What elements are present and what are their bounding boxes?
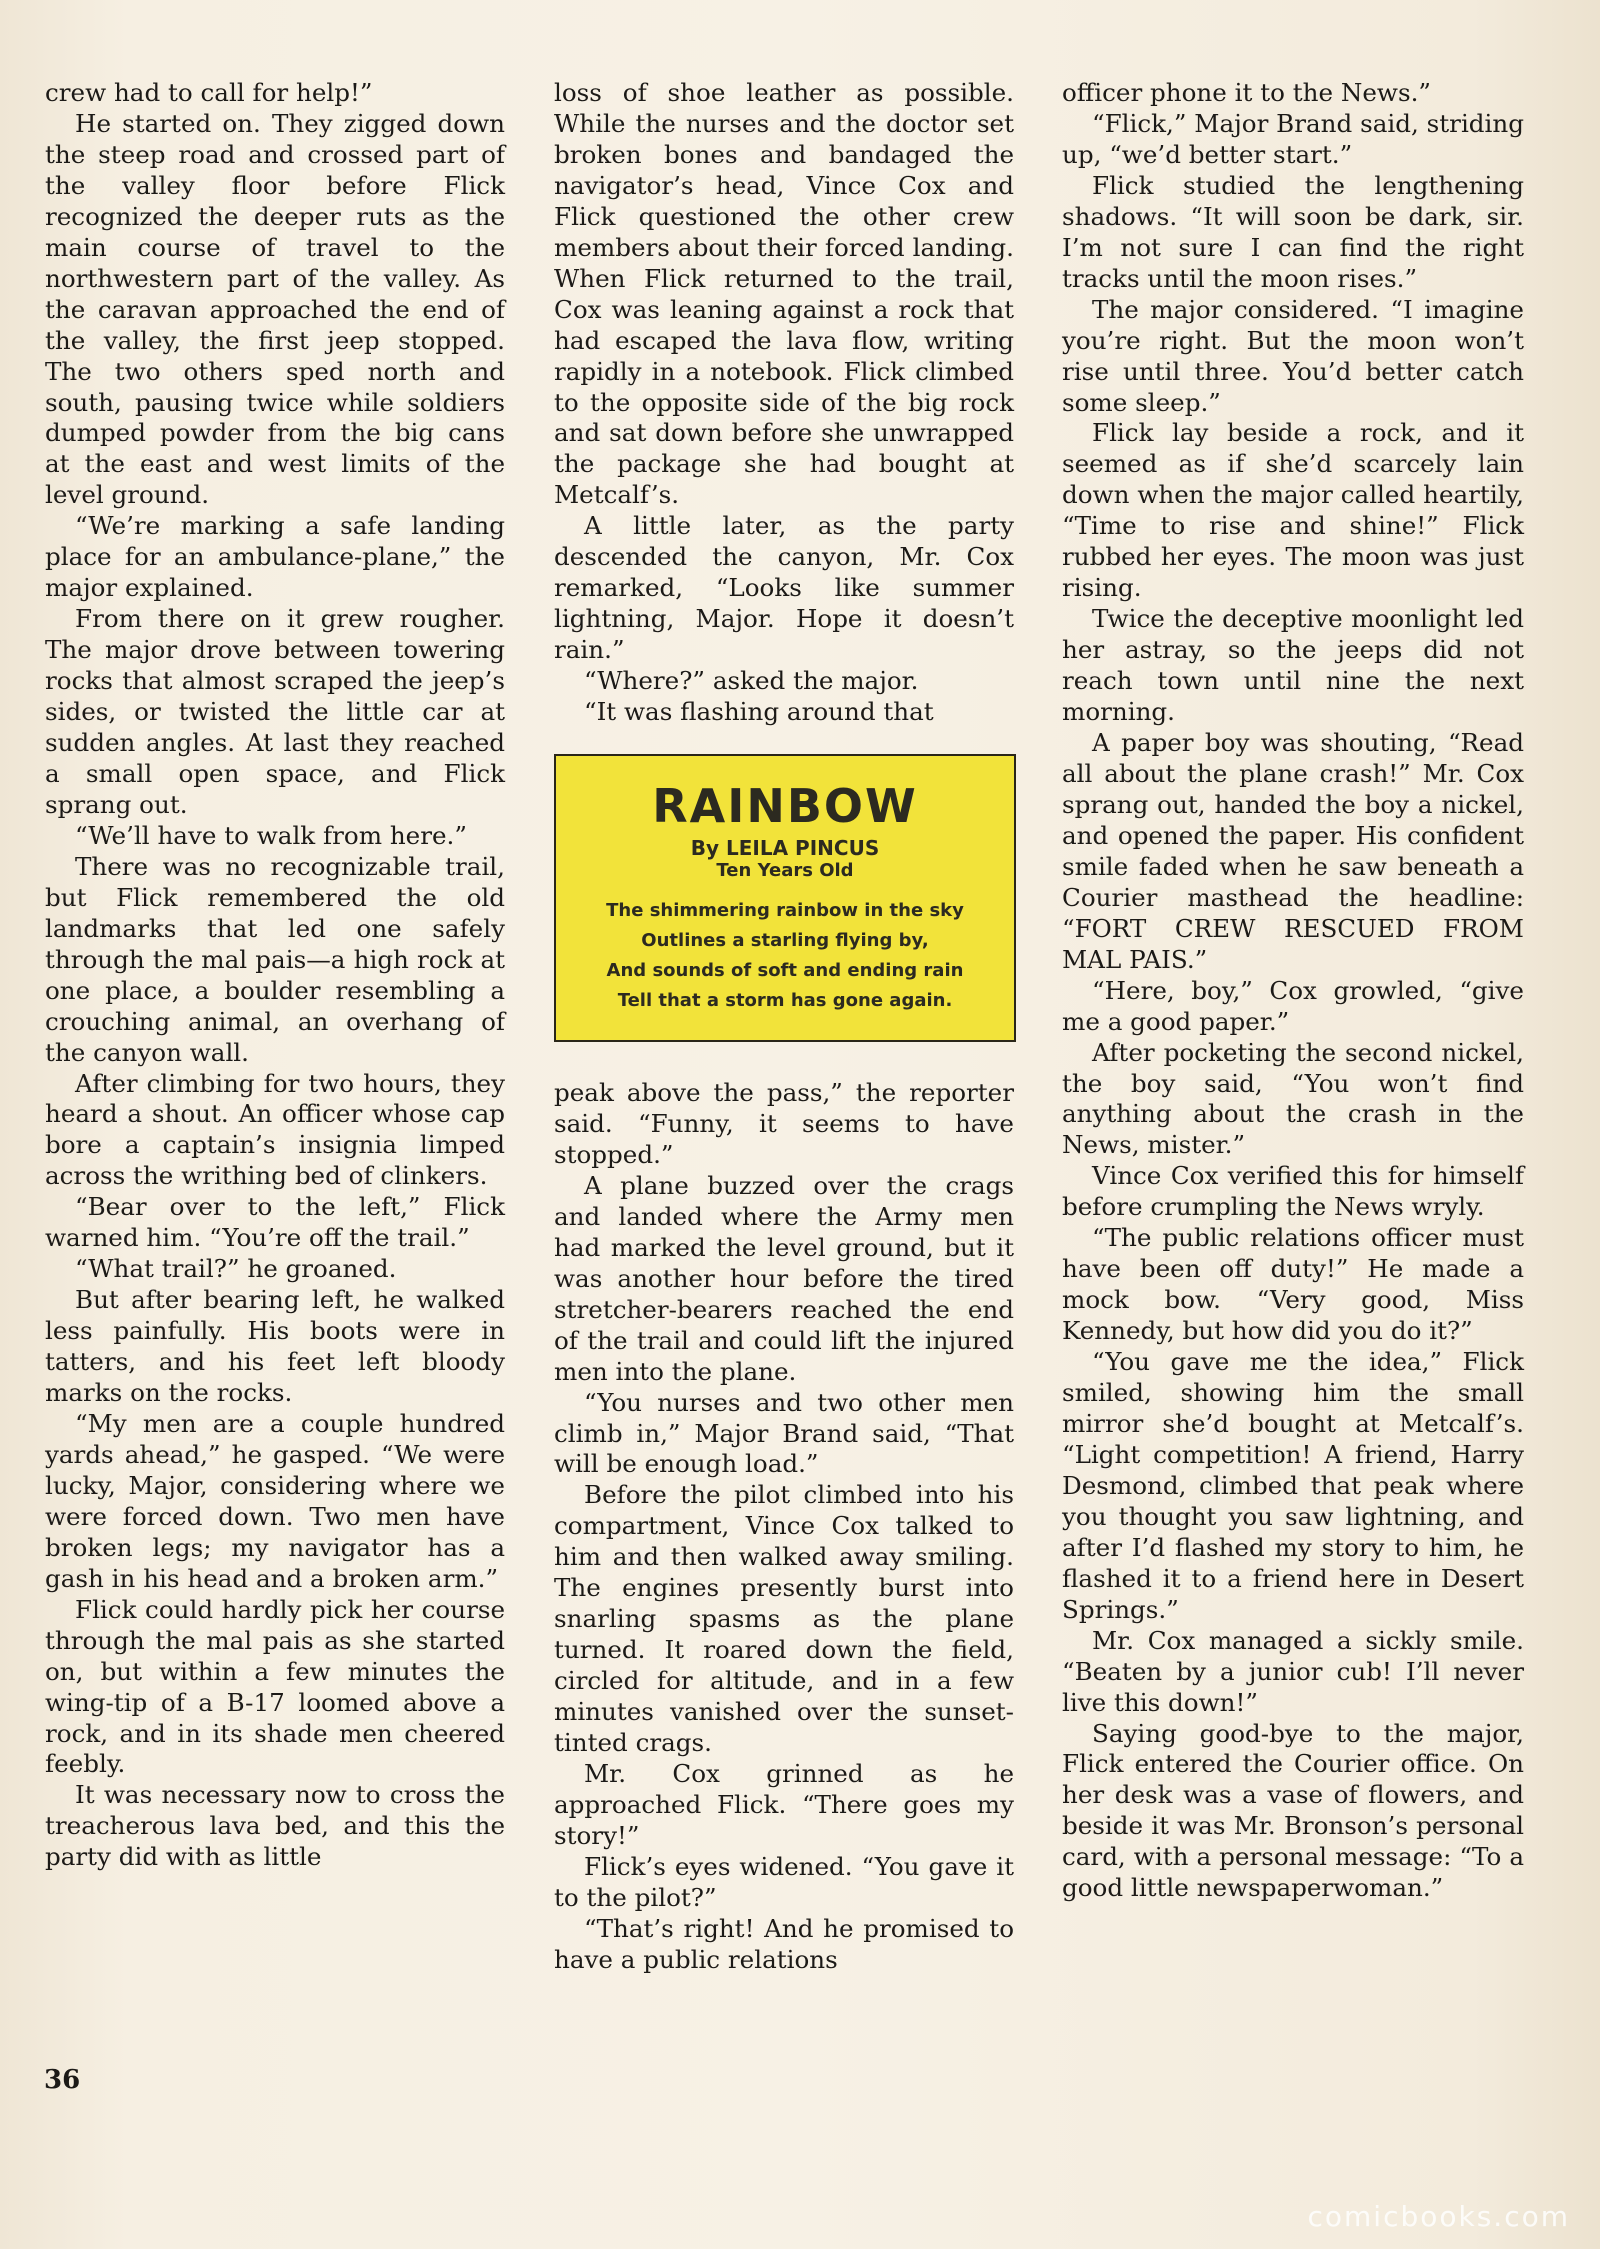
article-paragraph: Flick studied the lengthening shadows. “It will soon be dark, sir. I’m not sure I can find the right tracks until the moon rises.” [1062,170,1524,293]
article-paragraph: “The public relations officer must have been off duty!” He made a mock bow. “Very good, Miss Kennedy, but how did you do it?” [1062,1223,1524,1346]
article-paragraph: After pocketing the second nickel, the boy said, “You won’t find anything about the crash in the News, mister.” [1062,1037,1524,1160]
article-paragraph: “We’ll have to walk from here.” [75,820,467,850]
article-paragraph: Flick lay beside a rock, and it seemed as if she’d scarcely lain down when the major called heartily, “Time to rise and shine!” Flick rubbed her eyes. The moon was just rising. [1062,418,1524,603]
article-paragraph: “Here, boy,” Cox growled, “give me a good paper.” [1062,975,1524,1036]
article-paragraph: Mr. Cox managed a sickly smile. “Beaten by a junior cub! I’ll never live this down!” [1062,1625,1524,1717]
article-paragraph: loss of shoe leather as possible. While the nurses and the doctor set broken bones and bandaged the navigator’s head, Vince Cox and Flick questioned the other crew members about their forced landing. When Flick returned to the trail, Cox was leaning against a rock that had escaped the lava flow, writing rapidly in a notebook. Flick climbed to the opposite side of the big rock and sat down before she unwrapped the package she had bought at Metcalf’s. [554,78,1014,510]
article-paragraph: Twice the deceptive moonlight led her astray, so the jeeps did not reach town until nine the next morning. [1062,604,1524,727]
article-paragraph: The major considered. “I imagine you’re right. But the moon won’t rise until three. You’d better catch some sleep.” [1062,294,1524,417]
article-paragraph: “We’re marking a safe landing place for an ambulance-plane,” the major explained. [45,511,505,603]
article-paragraph: Flick’s eyes widened. “You gave it to the pilot?” [554,1851,1014,1912]
article-paragraph: “That’s right! And he promised to have a public relations [554,1913,1014,1974]
article-paragraph: After climbing for two hours, they heard a shout. An officer whose cap bore a captain’s insignia limped across the writhing bed of clinkers. [45,1068,505,1191]
article-paragraph: “Flick,” Major Brand said, striding up, “we’d better start.” [1062,108,1524,169]
column-2-upper-text [554,78,1014,728]
text-column-3 [1062,78,1524,1904]
article-paragraph: “You nurses and two other men climb in,” Major Brand said, “That will be enough load.” [554,1387,1014,1479]
article-paragraph: “It was flashing around that [584,697,934,727]
article-paragraph: “Bear over to the left,” Flick warned him. “You’re off the trail.” [45,1192,505,1253]
poem-line: The shimmering rainbow in the sky [606,900,964,922]
text-column-1 [45,78,505,1873]
watermark: comicbooks.com [1307,2200,1570,2233]
article-paragraph: A little later, as the party descended the canyon, Mr. Cox remarked, “Looks like summer lightning, Major. Hope it doesn’t rain.” [554,511,1014,665]
page-number: 36 [44,2065,81,2095]
article-paragraph: Saying good-bye to the major, Flick entered the Courier office. On her desk was a vase of flowers, and beside it was Mr. Bronson’s personal card, with a personal message: “To a good little newspaperwoman.” [1062,1718,1524,1903]
article-paragraph: officer phone it to the News.” [1062,78,1431,107]
article-paragraph: Flick could hardly pick her course through the mal pais as she started on, but within a few minutes the wing-tip of a B-17 loomed above a rock, and in its shade men cheered feebly. [45,1594,505,1779]
poem-author-age: Ten Years Old [716,860,854,882]
article-paragraph: It was necessary now to cross the treacherous lava bed, and this the party did with as little [45,1780,505,1872]
poem-line: Tell that a storm has gone again. [617,990,953,1012]
article-paragraph: crew had to call for help!” [45,78,373,107]
poem-author: By LEILA PINCUS [690,836,880,861]
text-column-2 [554,78,1014,1976]
article-paragraph: There was no recognizable trail, but Flick remembered the old landmarks that led one safely through the mal pais—a high rock at one place, a boulder resembling a crouching animal, an overhang of the canyon wall. [45,851,505,1067]
article-paragraph: A plane buzzed over the crags and landed where the Army men had marked the level ground, but it was another hour before the tired stretcher-bearers reached the end of the trail and could lift the injured men into the plane. [554,1170,1014,1386]
poem-box [554,754,1016,1042]
poem-title: RAINBOW [652,779,918,834]
article-paragraph: But after bearing left, he walked less painfully. His boots were in tatters, and his feet left bloody marks on the rocks. [45,1285,505,1408]
article-paragraph: “My men are a couple hundred yards ahead,” he gasped. “We were lucky, Major, considering where we were forced down. Two men have broken legs; my navigator has a gash in his head and a broken arm.” [45,1408,505,1593]
article-paragraph: Mr. Cox grinned as he approached Flick. “There goes my story!” [554,1758,1014,1850]
poem-line: And sounds of soft and ending rain [606,960,964,982]
article-paragraph: Vince Cox verified this for himself before crumpling the News wryly. [1062,1161,1524,1222]
article-paragraph: peak above the pass,” the reporter said. “Funny, it seems to have stopped.” [554,1078,1014,1169]
article-paragraph: “What trail?” he groaned. [75,1254,397,1284]
poem-line: Outlines a starling flying by, [641,930,929,952]
article-paragraph: He started on. They zigged down the steep road and crossed part of the valley floor before Flick recognized the deeper ruts as the main course of travel to the northwestern part of the valley. As the caravan approached the end of the valley, the first jeep stopped. The two others sped north and south, pausing twice while soldiers dumped powder from the big cans at the east and west limits of the level ground. [45,108,505,510]
column-2-lower-text [554,1078,1014,1976]
article-paragraph: “You gave me the idea,” Flick smiled, showing him the small mirror she’d bought at Metcalf’s. “Light competition! A friend, Harry Desmond, climbed that peak where you thought you saw lightning, and after I’d flashed my story to him, he flashed it to a friend here in Desert Springs.” [1062,1347,1524,1624]
article-paragraph: Before the pilot climbed into his compartment, Vince Cox talked to him and then walked away smiling. The engines presently burst into snarling spasms as the plane turned. It roared down the field, circled for altitude, and in a few minutes vanished over the sunset-tinted crags. [554,1480,1014,1758]
article-paragraph: From there on it grew rougher. The major drove between towering rocks that almost scraped the jeep’s sides, or twisted the little car at sudden angles. At last they reached a small open space, and Flick sprang out. [45,604,505,819]
article-paragraph: “Where?” asked the major. [584,666,919,696]
article-paragraph: A paper boy was shouting, “Read all about the plane crash!” Mr. Cox sprang out, handed the boy a nickel, and opened the paper. His confident smile faded when he saw beneath a Courier masthead the headline: “FORT CREW RESCUED FROM MAL PAIS.” [1062,728,1524,974]
